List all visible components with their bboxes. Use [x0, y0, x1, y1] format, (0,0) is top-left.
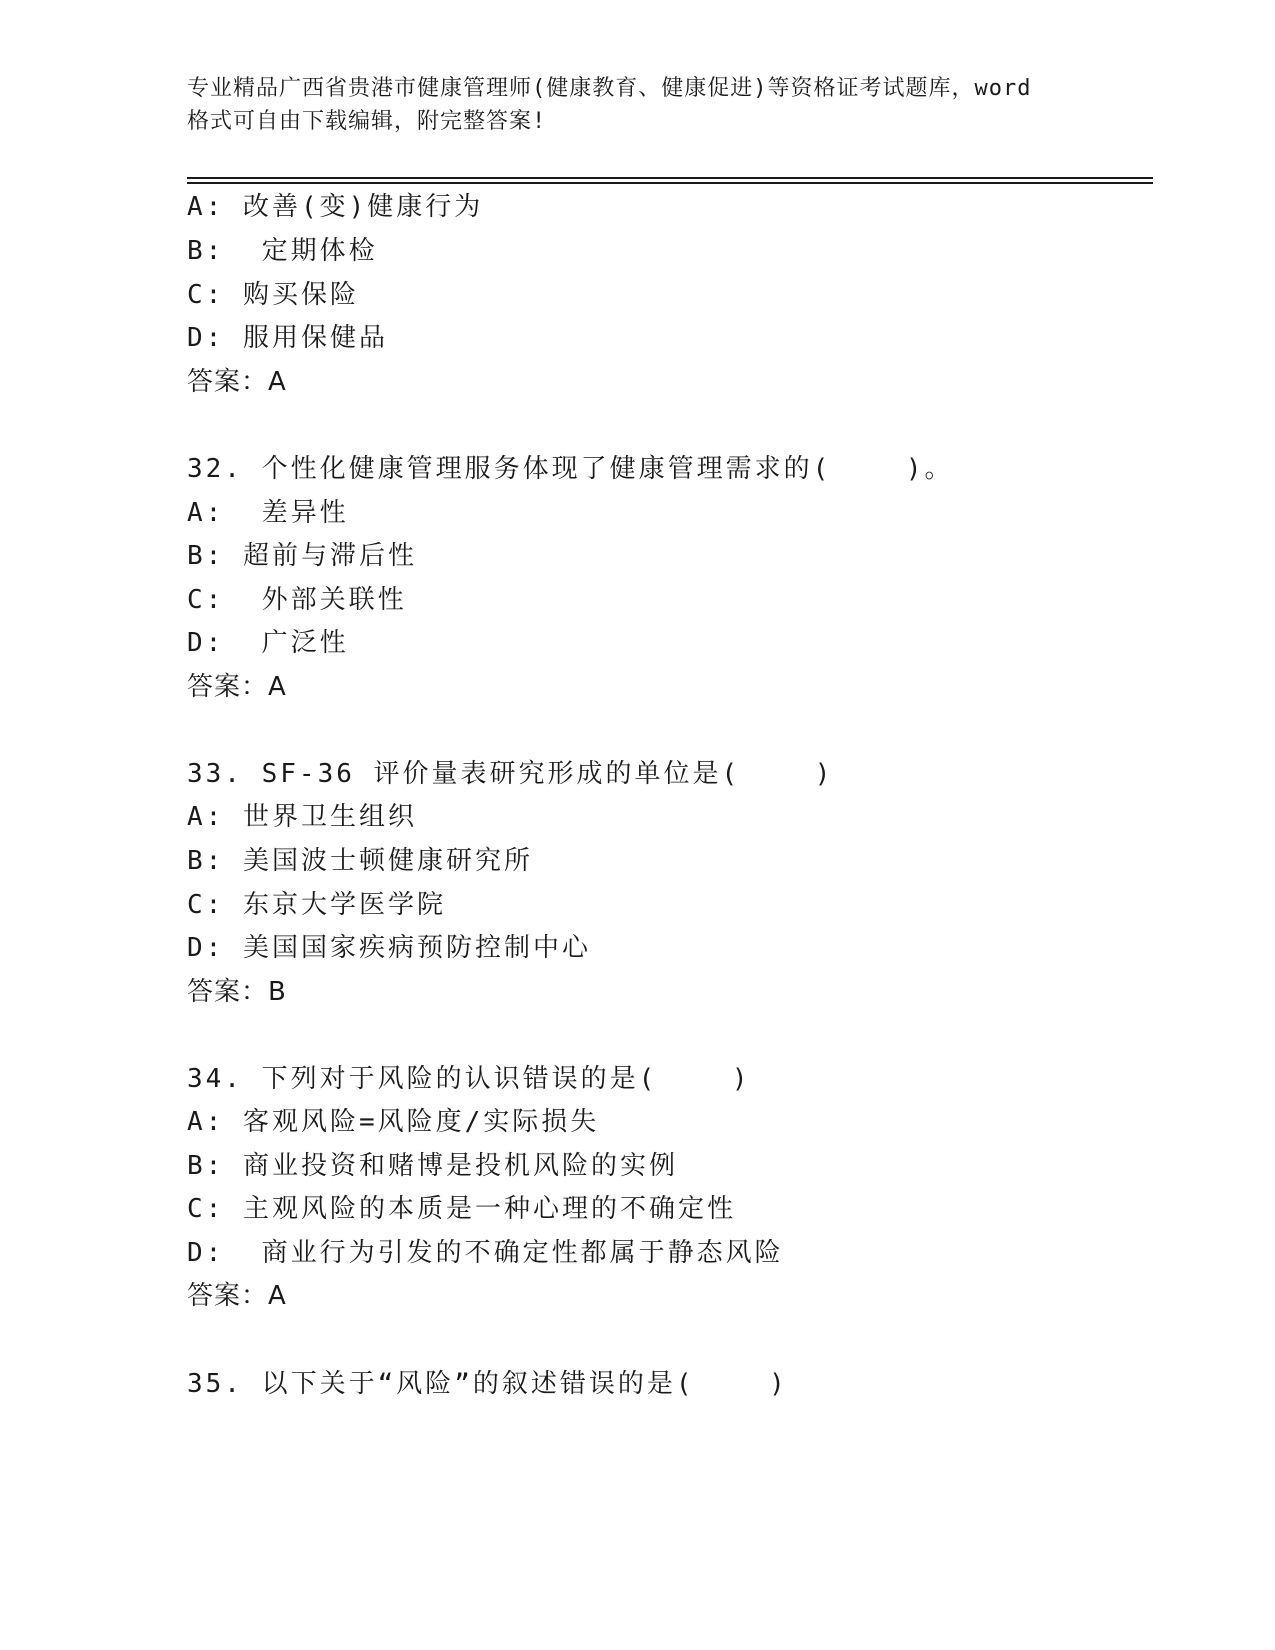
- q34-answer: 答案：A: [187, 1281, 287, 1311]
- q34-option-c: C: 主观风险的本质是一种心理的不确定性: [187, 1194, 736, 1224]
- q33-option-a: A: 世界卫生组织: [187, 802, 417, 832]
- q31-answer: 答案：A: [187, 367, 287, 397]
- header-line-1: 专业精品广西省贵港市健康管理师(健康教育、健康促进)等资格证考试题库，word: [187, 76, 1032, 101]
- header-divider-top: [187, 177, 1153, 179]
- q33-option-b: B: 美国波士顿健康研究所: [187, 846, 533, 876]
- header-line-2: 格式可自由下载编辑，附完整答案!: [187, 109, 547, 134]
- q32-question: 32. 个性化健康管理服务体现了健康管理需求的( )。: [187, 454, 954, 484]
- q31-option-a: A: 改善(变)健康行为: [187, 192, 484, 222]
- q35-question: 35. 以下关于“风险”的叙述错误的是( ): [187, 1369, 788, 1399]
- document-header: [187, 72, 1087, 138]
- q31-option-c: C: 购买保险: [187, 280, 359, 310]
- q34-question: 34. 下列对于风险的认识错误的是( ): [187, 1064, 751, 1094]
- q31-option-d: D: 服用保健品: [187, 323, 388, 353]
- q32-option-a: A: 差异性: [187, 498, 349, 528]
- q33-option-c: C: 东京大学医学院: [187, 890, 446, 920]
- q33-question: 33. SF-36 评价量表研究形成的单位是( ): [187, 759, 834, 789]
- q34-option-b: B: 商业投资和赌博是投机风险的实例: [187, 1151, 678, 1181]
- q34-option-a: A: 客观风险=风险度/实际损失: [187, 1107, 600, 1137]
- q33-option-d: D: 美国国家疾病预防控制中心: [187, 933, 591, 963]
- q32-answer: 答案：A: [187, 672, 287, 702]
- q34-option-d: D: 商业行为引发的不确定性都属于静态风险: [187, 1238, 784, 1268]
- header-divider-bottom: [187, 182, 1153, 184]
- q33-answer: 答案：B: [187, 977, 287, 1007]
- q32-option-c: C: 外部关联性: [187, 585, 407, 615]
- q32-option-d: D: 广泛性: [187, 628, 349, 658]
- q31-option-b: B: 定期体检: [187, 236, 378, 266]
- q32-option-b: B: 超前与滞后性: [187, 541, 417, 571]
